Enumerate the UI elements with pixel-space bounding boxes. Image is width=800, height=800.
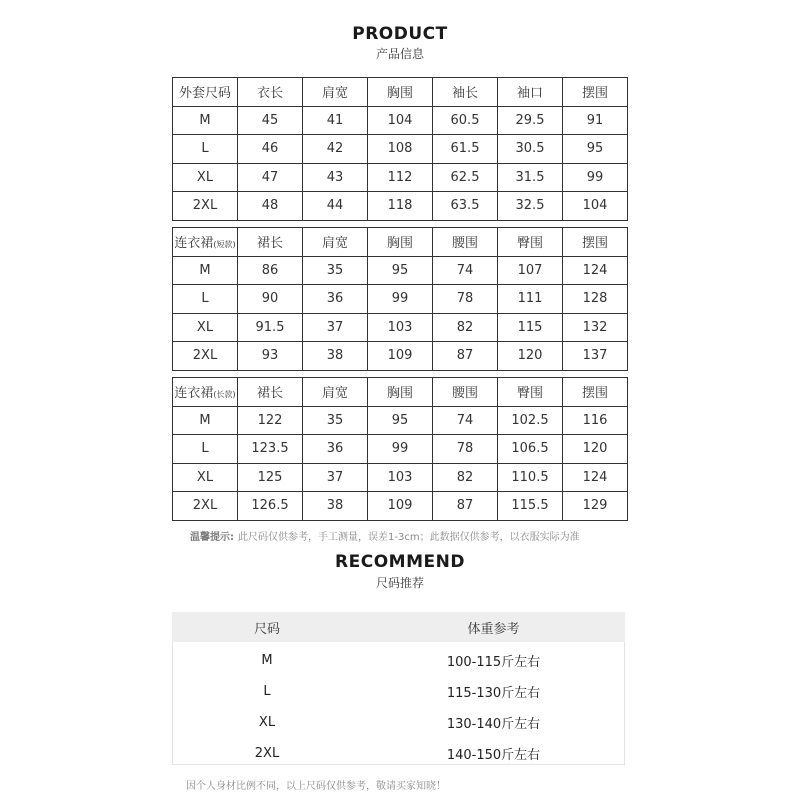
table-cell: 118 (368, 192, 433, 221)
table-cell: L (173, 285, 238, 314)
table-cell: XL (173, 163, 238, 192)
measurement-tip (190, 528, 580, 543)
table-header-row (173, 78, 628, 107)
table-cell: 122 (238, 406, 303, 435)
size-column-header (173, 78, 238, 107)
table-cell: 107 (498, 256, 563, 285)
size-header-note: (长款) (213, 390, 236, 400)
table-cell: 38 (303, 342, 368, 371)
table-row (173, 406, 628, 435)
product-title: PRODUCT (352, 24, 448, 44)
recommend-subtitle: 尺码推荐 (375, 576, 424, 590)
table-cell: 109 (368, 342, 433, 371)
column-header: 腰围 (433, 228, 498, 257)
size-header-label: 连衣裙 (174, 386, 214, 402)
short-dress-size-table (172, 227, 628, 371)
table-cell: 95 (368, 256, 433, 285)
table-cell: 124 (563, 463, 628, 492)
table-row (172, 707, 625, 738)
recommend-table (172, 612, 625, 769)
table-cell: M (173, 256, 238, 285)
column-header: 肩宽 (303, 228, 368, 257)
table-row (173, 492, 628, 521)
table-cell: 46 (238, 135, 303, 164)
table-header-row (173, 228, 628, 257)
tip-label: 温馨提示: (190, 532, 234, 543)
table-cell: 2XL (173, 492, 238, 521)
table-cell: 2XL (173, 192, 238, 221)
table-cell: 106.5 (498, 435, 563, 464)
column-header: 胸围 (368, 78, 433, 107)
table-cell: 112 (368, 163, 433, 192)
table-row (173, 342, 628, 371)
column-header: 胸围 (368, 228, 433, 257)
table-cell: 91 (563, 106, 628, 135)
table-cell: 29.5 (498, 106, 563, 135)
table-cell: 126.5 (238, 492, 303, 521)
table-cell: 95 (368, 406, 433, 435)
table-row (173, 256, 628, 285)
column-header: 衣长 (238, 78, 303, 107)
table-cell: 99 (563, 163, 628, 192)
table-cell: M (261, 653, 273, 668)
table-cell: 109 (368, 492, 433, 521)
table-cell: 91.5 (238, 313, 303, 342)
table-cell: 137 (563, 342, 628, 371)
table-cell: 36 (303, 435, 368, 464)
table-cell: 36 (303, 285, 368, 314)
coat-size-table (172, 77, 628, 221)
table-cell: 95 (563, 135, 628, 164)
table-cell: XL (173, 313, 238, 342)
column-header: 袖长 (433, 78, 498, 107)
table-cell: 48 (238, 192, 303, 221)
table-cell: 37 (303, 463, 368, 492)
table-cell: 45 (238, 106, 303, 135)
table-cell: M (173, 106, 238, 135)
table-cell: 74 (433, 406, 498, 435)
column-header: 裙长 (238, 228, 303, 257)
column-header: 摆围 (563, 378, 628, 407)
table-row (172, 676, 625, 707)
table-cell: 47 (238, 163, 303, 192)
table-cell: 2XL (254, 746, 280, 761)
table-cell: 63.5 (433, 192, 498, 221)
size-header-note: (短款) (213, 240, 236, 250)
column-header: 裙长 (238, 378, 303, 407)
table-cell: 87 (433, 492, 498, 521)
table-cell: M (173, 406, 238, 435)
table-row (173, 463, 628, 492)
table-cell: 42 (303, 135, 368, 164)
table-header-row (173, 378, 628, 407)
table-cell: 82 (433, 313, 498, 342)
table-cell: 128 (563, 285, 628, 314)
size-column-header (173, 378, 238, 407)
table-cell: 43 (303, 163, 368, 192)
column-header: 肩宽 (303, 378, 368, 407)
tip-text: 此尺码仅供参考，手工测量，误差1-3cm；此数据仅供参考，以衣服实际为准 (238, 532, 580, 543)
table-cell: 120 (563, 435, 628, 464)
table-cell: 123.5 (238, 435, 303, 464)
table-cell: XL (258, 715, 276, 730)
table-cell: 35 (303, 406, 368, 435)
column-header: 袖口 (498, 78, 563, 107)
table-cell: 44 (303, 192, 368, 221)
column-header: 胸围 (368, 378, 433, 407)
table-cell: 115.5 (498, 492, 563, 521)
table-cell: 2XL (173, 342, 238, 371)
table-row (173, 285, 628, 314)
table-cell: 99 (368, 285, 433, 314)
table-cell: 90 (238, 285, 303, 314)
table-row (172, 642, 625, 676)
table-cell: 111 (498, 285, 563, 314)
table-cell: 125 (238, 463, 303, 492)
table-cell: 87 (433, 342, 498, 371)
table-cell: L (263, 684, 271, 699)
long-dress-size-table (172, 377, 628, 521)
table-cell: 132 (563, 313, 628, 342)
column-header: 肩宽 (303, 78, 368, 107)
table-cell: 38 (303, 492, 368, 521)
size-header-label: 连衣裙 (174, 236, 214, 252)
table-cell: 60.5 (433, 106, 498, 135)
table-cell: 41 (303, 106, 368, 135)
table-row (173, 192, 628, 221)
column-header: 体重参考 (362, 612, 625, 642)
table-cell: 104 (368, 106, 433, 135)
column-header: 臀围 (498, 228, 563, 257)
table-cell: 104 (563, 192, 628, 221)
table-row (173, 163, 628, 192)
column-header: 摆围 (563, 228, 628, 257)
table-cell: 78 (433, 435, 498, 464)
table-cell: XL (173, 463, 238, 492)
table-cell: 120 (498, 342, 563, 371)
column-header: 摆围 (563, 78, 628, 107)
product-subtitle: 产品信息 (375, 47, 424, 61)
table-cell: 140-150斤左右 (446, 748, 541, 763)
table-cell: 78 (433, 285, 498, 314)
table-cell: 86 (238, 256, 303, 285)
table-cell: 61.5 (433, 135, 498, 164)
table-cell: 115 (498, 313, 563, 342)
table-cell: 116 (563, 406, 628, 435)
column-header: 臀围 (498, 378, 563, 407)
table-header-row (172, 612, 625, 642)
table-cell: 31.5 (498, 163, 563, 192)
size-header-label: 外套尺码 (178, 86, 231, 102)
table-row (173, 313, 628, 342)
table-row (173, 106, 628, 135)
table-cell: 93 (238, 342, 303, 371)
table-row (173, 135, 628, 164)
table-cell: 100-115斤左右 (446, 655, 541, 670)
table-cell: 103 (368, 463, 433, 492)
table-cell: 30.5 (498, 135, 563, 164)
table-cell: 74 (433, 256, 498, 285)
table-cell: 32.5 (498, 192, 563, 221)
table-cell: 115-130斤左右 (446, 686, 541, 701)
table-cell: 35 (303, 256, 368, 285)
table-cell: 130-140斤左右 (446, 717, 541, 732)
table-row (173, 435, 628, 464)
table-cell: 82 (433, 463, 498, 492)
table-cell: L (173, 435, 238, 464)
table-cell: 129 (563, 492, 628, 521)
table-cell: 37 (303, 313, 368, 342)
table-cell: 99 (368, 435, 433, 464)
table-cell: 108 (368, 135, 433, 164)
table-cell: 103 (368, 313, 433, 342)
table-row (172, 738, 625, 769)
footnote: 因个人身材比例不同，以上尺码仅供参考，敬请买家知晓！ (186, 781, 446, 792)
table-cell: L (173, 135, 238, 164)
column-header: 尺码 (172, 612, 362, 642)
recommend-title: RECOMMEND (335, 552, 465, 572)
size-column-header (173, 228, 238, 257)
table-cell: 124 (563, 256, 628, 285)
table-cell: 110.5 (498, 463, 563, 492)
column-header: 腰围 (433, 378, 498, 407)
table-cell: 102.5 (498, 406, 563, 435)
table-cell: 62.5 (433, 163, 498, 192)
